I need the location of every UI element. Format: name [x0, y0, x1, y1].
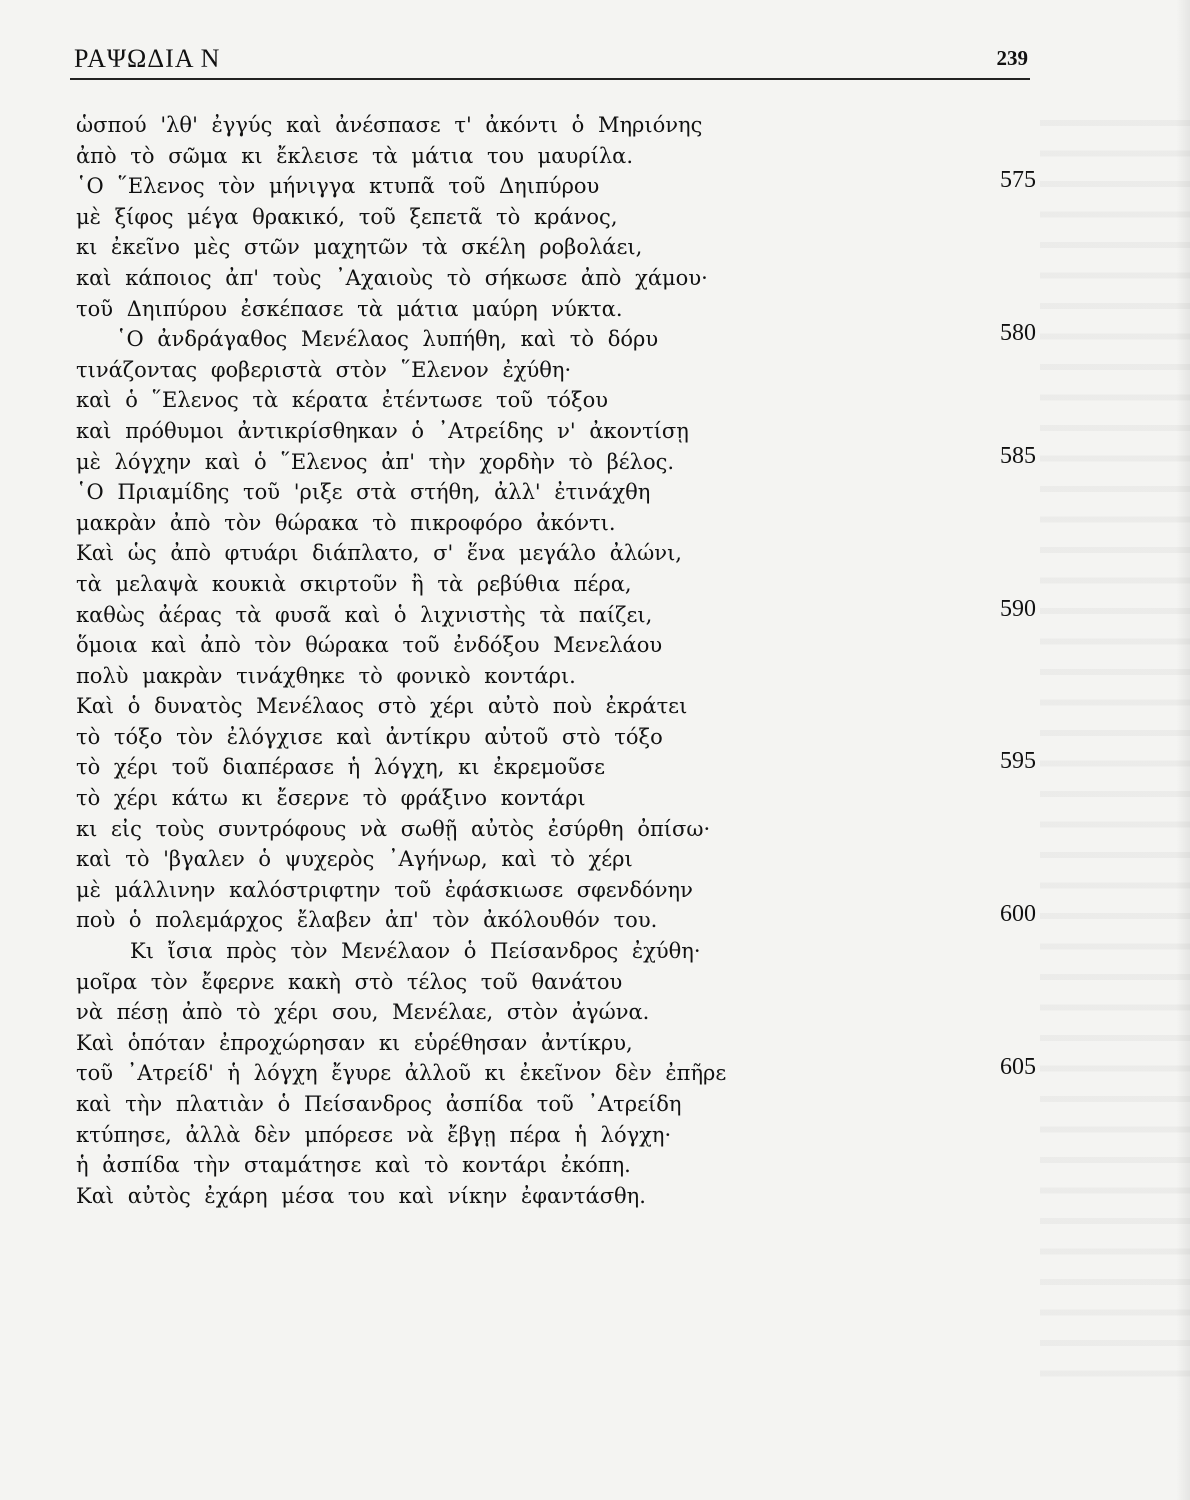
verse-text: καθὼς ἀέρας τὰ φυσᾶ καὶ ὁ λιχνιστὴς τὰ παίζει,: [76, 602, 653, 627]
line-number: 585: [1000, 442, 1036, 469]
running-head: ΡΑΨΩΔΙΑ Ν: [74, 44, 221, 73]
verse-text: ῾Ο Πριαμίδης τοῦ 'ριξε στὰ στήθη, ἀλλ' ἐτινάχθη: [76, 480, 651, 505]
verse-line: [76, 385, 1036, 416]
verse-text: τὸ τόξο τὸν ἐλόγχισε καὶ ἀντίκρυ αὐτοῦ στὸ τόξο: [76, 724, 663, 749]
verse-line: [76, 294, 1036, 325]
verse-text: τὸ χέρι κάτω κι ἔσερνε τὸ φράξινο κοντάρι: [76, 786, 586, 811]
verse-line: [76, 1054, 1036, 1089]
verse-line: [76, 997, 1036, 1028]
verse-line: [76, 783, 1036, 814]
verse-line: [76, 661, 1036, 692]
verse-text: καὶ τὴν πλατιὰν ὁ Πείσανδρος ἀσπίδα τοῦ ᾽Ατρείδη: [76, 1092, 682, 1116]
page-edge-shadow: [1176, 0, 1190, 1500]
verse-line: [76, 936, 1036, 967]
verse-text: μὲ ξίφος μέγα θρακικό, τοῦ ξεπετᾶ τὸ κράνος,: [76, 204, 618, 229]
verse-line: [76, 630, 1036, 661]
verse-text: ῾Ο ἀνδράγαθος Μενέλαος λυπήθη, καὶ τὸ δόρυ: [116, 327, 659, 352]
verse-text: τοῦ Δηιπύρου ἐσκέπασε τὰ μάτια μαύρη νύκτα.: [76, 296, 623, 321]
verse-text: τινάζοντας φοβεριστὰ στὸν ῞Ελενον ἐχύθη·: [76, 357, 572, 382]
verse-line: [76, 901, 1036, 936]
page-number: 239: [996, 46, 1028, 70]
verse-line: [76, 232, 1036, 263]
verse-line: [76, 1089, 1036, 1120]
verse-text: ῾Ο ῞Ελενος τὸν μήνιγγα κτυπᾶ τοῦ Δηιπύρου: [76, 174, 600, 199]
verse-text: τοῦ ᾽Ατρείδ' ἡ λόγχη ἔγυρε ἀλλοῦ κι ἐκεῖνον δὲν ἐπῆρε: [76, 1061, 727, 1086]
verse-text: τὰ μελαψὰ κουκιὰ σκιρτοῦν ἢ τὰ ρεβύθια πέρα,: [76, 571, 632, 596]
verse-line: [76, 595, 1036, 631]
verse-line: [76, 875, 1036, 906]
line-number: 595: [1000, 748, 1036, 775]
verse-line: [76, 967, 1036, 998]
header-rule: [70, 78, 1030, 80]
verse-line: [76, 1120, 1036, 1151]
poem-body: [76, 110, 1036, 1211]
line-number: 605: [1000, 1054, 1036, 1081]
verse-line: [76, 141, 1036, 172]
verse-text: μακρὰν ἀπὸ τὸν θώρακα τὸ πικροφόρο ἀκόντι.: [76, 510, 616, 535]
verse-text: μὲ μάλλινην καλόστριφτην τοῦ ἐφάσκιωσε σφενδόνην: [76, 877, 693, 902]
verse-line: [76, 263, 1036, 294]
verse-text: πολὺ μακρὰν τινάχθηκε τὸ φονικὸ κοντάρι.: [76, 663, 576, 688]
verse-line: [76, 1028, 1036, 1059]
verse-text: ἡ ἀσπίδα τὴν σταμάτησε καὶ τὸ κοντάρι ἐκόπη.: [76, 1153, 631, 1178]
verse-text: καὶ τὸ 'βγαλεν ὁ ψυχερὸς ᾽Αγήνωρ, καὶ τὸ χέρι: [76, 847, 633, 872]
verse-text: ποὺ ὁ πολεμάρχος ἔλαβεν ἀπ' τὸν ἀκόλουθόν του.: [76, 908, 658, 933]
verse-text: ὡσπού 'λθ' ἐγγύς καὶ ἀνέσπασε τ' ἀκόντι ὁ Μηριόνης: [76, 113, 703, 137]
verse-text: Κι ἴσια πρὸς τὸν Μενέλαον ὁ Πείσανδρος ἐχύθη·: [130, 939, 701, 964]
verse-text: Καὶ ὁπόταν ἐπροχώρησαν κι εὑρέθησαν ἀντίκρυ,: [76, 1030, 633, 1055]
verse-line: [76, 202, 1036, 233]
page-header: [70, 42, 1030, 78]
line-number: 600: [1000, 901, 1036, 928]
verse-line: [76, 167, 1036, 202]
verse-text: Καὶ αὐτὸς ἐχάρη μέσα του καὶ νίκην ἐφαντάσθη.: [76, 1183, 646, 1208]
verse-line: [76, 814, 1036, 845]
verse-line: [76, 110, 1036, 141]
verse-line: [76, 748, 1036, 783]
verse-line: [76, 477, 1036, 508]
verse-line: [76, 844, 1036, 875]
verse-text: νὰ πέσῃ ἀπὸ τὸ χέρι σου, Μενέλαε, στὸν ἀγώνα.: [76, 1000, 650, 1025]
verse-text: Καὶ ὁ δυνατὸς Μενέλαος στὸ χέρι αὐτὸ ποὺ ἐκράτει: [76, 694, 688, 719]
verse-text: καὶ ὁ ῞Ελενος τὰ κέρατα ἐτέντωσε τοῦ τόξου: [76, 388, 608, 413]
verse-text: κι ἐκεῖνο μὲς στῶν μαχητῶν τὰ σκέλη ροβολάει,: [76, 235, 643, 260]
line-number: 580: [1000, 320, 1036, 347]
verse-text: καὶ πρόθυμοι ἀντικρίσθηκαν ὁ ᾽Ατρείδης ν' ἀκοντίσῃ: [76, 418, 689, 443]
verse-text: τὸ χέρι τοῦ διαπέρασε ἡ λόγχη, κι ἐκρεμοῦσε: [76, 755, 605, 780]
verse-text: κι εἰς τοὺς συντρόφους νὰ σωθῇ αὐτὸς ἐσύρθη ὀπίσω·: [76, 816, 711, 841]
line-number: 590: [1000, 595, 1036, 622]
verse-line: [76, 569, 1036, 600]
verse-text: μοῖρα τὸν ἔφερνε κακὴ στὸ τέλος τοῦ θανάτου: [76, 969, 623, 994]
verse-line: [76, 691, 1036, 722]
facing-page-bleed-through: [1040, 100, 1190, 1400]
verse-text: Καὶ ὡς ἀπὸ φτυάρι διάπλατο, σ' ἕνα μεγάλο ἀλώνι,: [76, 541, 682, 566]
verse-line: [76, 722, 1036, 753]
verse-text: καὶ κάποιος ἀπ' τοὺς ᾽Αχαιοὺς τὸ σήκωσε ἀπὸ χάμου·: [76, 265, 708, 290]
verse-line: [76, 416, 1036, 447]
verse-text: μὲ λόγχην καὶ ὁ ῞Ελενος ἀπ' τὴν χορδὴν τὸ βέλος.: [76, 449, 675, 474]
verse-line: [76, 355, 1036, 386]
verse-line: [76, 442, 1036, 478]
verse-line: [76, 538, 1036, 569]
verse-line: [76, 320, 1036, 355]
verse-text: ὅμοια καὶ ἀπὸ τὸν θώρακα τοῦ ἐνδόξου Μενελάου: [76, 633, 663, 658]
verse-text: ἀπὸ τὸ σῶμα κι ἔκλεισε τὰ μάτια του μαυρίλα.: [76, 143, 633, 168]
verse-line: [76, 1181, 1036, 1212]
line-number: 575: [1000, 167, 1036, 194]
verse-line: [76, 508, 1036, 539]
verse-text: κτύπησε, ἀλλὰ δὲν μπόρεσε νὰ ἔβγῃ πέρα ἡ λόγχη·: [76, 1122, 672, 1147]
verse-line: [76, 1150, 1036, 1181]
